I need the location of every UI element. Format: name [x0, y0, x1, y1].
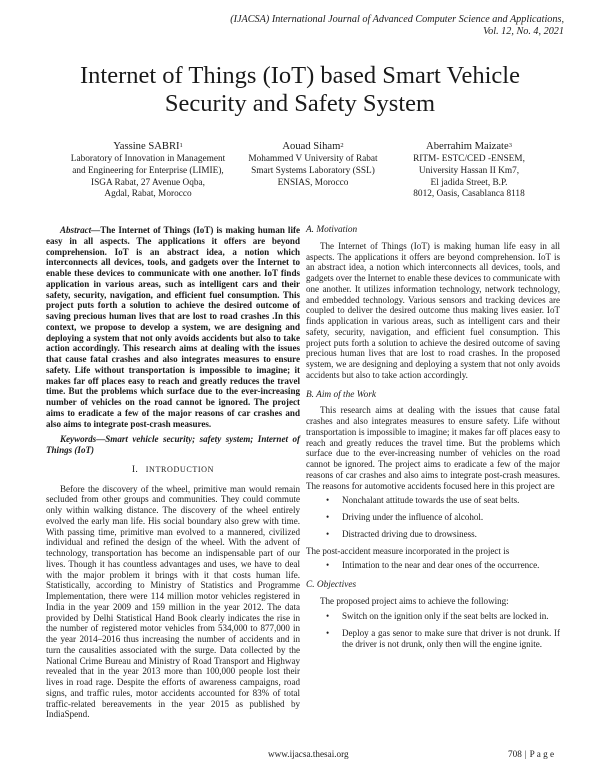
author-affiliation-line: El jadida Street, B.P. — [430, 177, 508, 188]
left-column — [46, 225, 300, 720]
footer-url: www.ijacsa.thesai.org — [268, 749, 349, 759]
list-item: • Nonchalant attitude towards the use of seat belts. — [306, 495, 560, 506]
title-line-1: Internet of Things (IoT) based Smart Vehicle — [80, 62, 520, 89]
keywords-label: Keywords — [60, 434, 97, 445]
right-column — [306, 225, 560, 657]
author-2 — [238, 141, 388, 189]
author-affiliation-line: Mohammed V University of Rabat — [248, 154, 378, 165]
introduction-paragraph: Before the discovery of the wheel, primitive man would remain secluded from other groups and communities. They could commute only within walking distance. The discovery of the wheel entirely evolved the early man life. His social boundary also grew with time. With passing time, primitive man evolved to a mannered, civilized individual and refined the design of the wheel. With the advent of technology, transportation has become an indispensable part of our lives. Though it has countless advantages and uses, we have to deal with the major problem it brings with it that costs human life. Statistically, according to Ministry of Statistics and Programme Implementation, there were 114 million motor vehicles registered in India in the year 2009 and 159 million in the year 2012. The data provided by Delhi Statistical Hand Book clearly indicates the rise in the number of registered motor vehicles from 534,000 to 877,000 in the year 2014–2016 thus increasing the number of accidents and in turn the causalities associated with the surge. Data collected by the National Crime Bureau and Ministry of Road Transport and Highway revealed that in the year 2013 more than 100,000 people lost their lives in road rage. Despite the efforts of awareness campaigns, road signs, and traffic rules, motor accidents accounted for 83% of total traffic-related bereavements in the year 2015 as published by IndiaSpend. — [46, 483, 300, 720]
author-1 — [50, 141, 246, 201]
post-accident-list — [306, 560, 560, 571]
post-accident-intro: The post-accident measure incorporated in the project is — [306, 545, 510, 556]
author-name: Yassine SABRI$^1$ — [113, 141, 183, 152]
author-affiliation-line: University Hassan II Km7, — [418, 166, 520, 176]
subsection-heading-objectives: C. Objectives — [306, 580, 357, 590]
abstract-label: Abstract — [60, 225, 92, 235]
author-3 — [384, 141, 554, 201]
page-separator: | — [524, 749, 527, 759]
author-affiliation-line: ISGA Rabat, 27 Avenue Oqba, — [91, 177, 205, 188]
author-affiliation-line: and Engineering for Enterprise (LIMIE), — [72, 166, 224, 176]
abstract — [46, 225, 300, 429]
journal-header — [144, 14, 564, 39]
author-name: Aberrahim Maizate$^3$ — [426, 141, 512, 152]
page-label: P a g e — [529, 749, 555, 759]
subsection-heading-motivation: A. Motivation — [306, 225, 358, 235]
list-item: • Driving under the influence of alcohol. — [306, 512, 560, 523]
author-affiliation-line: Smart Systems Laboratory (SSL) — [251, 166, 375, 176]
list-item: • Switch on the ignition only if the seat belts are locked in. — [306, 611, 560, 622]
keywords — [46, 434, 300, 456]
motivation-paragraph: The Internet of Things (IoT) is making human life easy in all aspects. The applications it offers are beyond comprehension. IoT is an abstract idea, a notion which interconnects all devices, tools, and gadgets over the Internet to enable these devices to communicate with one another. It utilizes information technology, network technology, and embedded technology. Various sensors and tracking devices are coupled to deliver the desired outcome thus making lives easier. IoT finds application in various areas, such as intelligent cars and their safety, security, navigation, and efficient fuel consumption. This project puts forth a solution to achieve the desired outcome of saving precious human lives that are lost to road crashes. In the proposed system, we are designing and deploying a system that not only avoids accidents but also to take action accordingly. — [306, 240, 560, 380]
list-item: • Distracted driving due to drowsiness. — [306, 529, 560, 540]
footer-page — [508, 749, 554, 759]
objectives-paragraph: The proposed project aims to achieve the following: — [320, 595, 509, 606]
author-name: Aouad Siham$^2$ — [282, 141, 344, 152]
paper-title — [40, 62, 560, 118]
crash-reasons-list — [306, 495, 560, 539]
section-heading-introduction — [46, 465, 300, 476]
page-number: 708 — [508, 749, 522, 759]
author-affiliation-line: Agdal, Rabat, Morocco — [104, 189, 192, 200]
list-item: • Deploy a gas senor to make sure that driver is not drunk. If the driver is not drunk, only then will the engine ignite. — [306, 628, 560, 650]
author-block — [50, 141, 552, 211]
journal-volume: Vol. 12, No. 4, 2021 — [483, 26, 564, 38]
title-line-2: Security and Safety System — [164, 90, 436, 117]
abstract-text: —The Internet of Things (IoT) is making human life easy in all aspects. The applications it offers are beyond comprehension. IoT is an abstract idea, a notion which interconnects all devices, tools, and gadgets over the Internet to enable these devices to communicate with one another. IoT finds application in various areas, such as intelligent cars and their safety, security, navigation, and efficient fuel consumption. This project puts forth a solution to achieve the desired outcome of saving precious human lives that are lost to road crashes .In this context, we propose to develop a system, we are designing and deploying a system that not only avoids accidents but also to take action accordingly. This research aims at dealing with the issues that cause fatal crashes and also integrates measures to ensure safety. Life without transportation is impossible to imagine; it makes far off places easy to reach and greatly reduces the travel time. But the problems which surface due to the ever-increasing number of vehicles on the road cannot be ignored. The project aims to eradicate a few of the major reasons of car crashes and also aims to integrate post-crash measures. — [46, 225, 300, 429]
author-affiliation-line: Laboratory of Innovation in Management — [70, 154, 226, 165]
author-affiliation-line: RITM- ESTC/CED -ENSEM, — [413, 154, 525, 165]
aim-paragraph: This research aims at dealing with the issues that cause fatal crashes and also integrates measures to ensure safety. Life without transportation is impossible to imagine; it makes far off places easy to reach and greatly reduces the travel time. But the problems which surface due to the ever-increasing number of vehicles on the road cannot be ignored. The project aims to eradicate a few of the major reasons of car crashes and also aims to integrate post-crash measures. The reasons for automotive accidents focused here in this project are — [306, 405, 560, 491]
keywords-text: —Smart vehicle security; safety system; Internet of Things (IoT) — [46, 434, 300, 455]
journal-name: (IJACSA) International Journal of Advanced Computer Science and Applications, — [230, 14, 564, 25]
subsection-heading-aim: B. Aim of the Work — [306, 389, 376, 400]
section-title: INTRODUCTION — [145, 464, 215, 474]
section-numeral: I. — [131, 463, 138, 475]
author-affiliation-line: 8012, Oasis, Casablanca 8118 — [413, 189, 525, 200]
objectives-list — [306, 611, 560, 650]
list-item: • Intimation to the near and dear ones of the occurrence. — [306, 560, 560, 571]
author-affiliation-line: ENSIAS, Morocco — [277, 177, 349, 188]
